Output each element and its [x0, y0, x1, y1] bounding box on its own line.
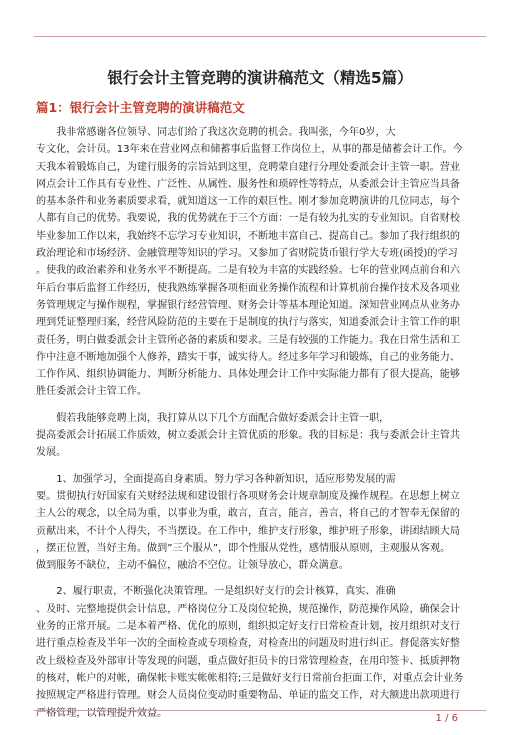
text-line: 。使我的政治素养和业务水平不断提高。二是有较为丰富的实践经验。七年的营业网点前台和六	[36, 265, 460, 277]
text-line: 人都有自己的优势。我要说，我的优势就在于三个方面：一是有较为扎实的专业知识。自省财校	[36, 213, 460, 225]
text-line: 发展。	[36, 447, 67, 459]
text-line: ，摆正位置，当好主角。做到”三个服从”，即个性服从党性，感情服从原则，主观服从客观。	[36, 542, 451, 554]
text-line: 工作作风、组织协调能力、判断分析能力、具体处理会计工作中实际能力都有了很大提高，能够	[36, 369, 460, 381]
text-line: 的核对，帐户的对帐，确保帐卡账实帐帐相符;三是做好支行日常前台拒面工作，对重点会计业务	[36, 672, 464, 684]
text-line: 责任务，明白做委派会计主管所必备的素质和要求。三是有较强的工作能力。我在日常生活和工	[36, 334, 460, 346]
paragraph	[36, 124, 482, 401]
paragraph	[36, 583, 482, 721]
text-line: 年后台事后监督工作经历，使我熟练掌握各项柜面业务操作流程和计算机前台操作技术及各项业	[36, 282, 460, 294]
header-rule	[34, 36, 486, 37]
text-line: 理到凭证整理归案，经营风险防范的主要在于是制度的执行与落实，知道委派会计主管工作的职	[36, 317, 460, 329]
text-line: 主人公的观念，以全局为重，以事业为重，敢言，直言，能言，善言，将自己的才智奉无保留的	[36, 508, 460, 520]
text-line: 网点会计工作具有专业性、广泛性、从属性、服务性和琐碎性等特点，从委派会计主管应当具备	[36, 178, 460, 190]
text-line: 我非常感谢各位领导、同志们给了我这次竞聘的机会。我叫张，今年0岁，大	[56, 127, 396, 138]
paragraph	[36, 471, 482, 575]
paragraph	[36, 410, 482, 462]
text-line: 2、履行职责，不断强化决策管理。一是组织好支行的会计核算，真实、准确	[56, 586, 396, 598]
text-line: 假若我能够竞聘上岗，我打算从以下几个方面配合做好委派会计主管一职，	[56, 412, 390, 424]
text-line: 务管理规定与操作规程，掌握银行经营管理、财务会计等基本理论知道。深知营业网点从业务办	[36, 299, 460, 311]
text-line: 、及时、完整地提供会计信息，严格岗位分工及岗位轮换，规范操作，防范操作风险，确保会计	[36, 603, 460, 615]
text-line: 作中注意不断地加强个人修养，踏实干事，诚实待人。经过多年学习和锻炼，自己的业务能力、	[36, 351, 460, 363]
text-line: 进行重点检查及半年一次的全面检查或专项检查，对检查出的问题及时进行纠正。督促落实好整	[36, 638, 460, 650]
text-line: 业务的正常开展。二是本着严格、优化的原则，组织拟定好支行日常检查计划，按月组织对支行	[36, 621, 460, 633]
text-line: 的基本条件和业务素质要求看，就知道这一工作的艰巨性。刚才参加竞聘演讲的几位同志，每个	[36, 196, 460, 208]
document-title: 银行会计主管竞聘的演讲稿范文（精选5篇）	[107, 69, 413, 87]
text-line: 毕业参加工作以来，我始终不忘学习专业知识，不断地丰富自己、提高自己。参加了我行组织的	[36, 230, 460, 242]
text-line: 严格管理，以管理提升效益。	[36, 707, 168, 719]
footer-rule	[34, 710, 486, 711]
text-line: 按照规定严格进行管理。财会人员岗位变动时重要物品、单证的监交工作，对大额进出款项进行	[36, 690, 460, 702]
text-line: 天我本着锻炼自己，为建行服务的宗旨站到这里，竞聘蒙自建行分理处委派会计主管一职。营业	[36, 161, 460, 173]
text-line: 政治理论和市场经济、金融管理等知识的学习。又参加了省财院货币银行学大专班(函授)的学习	[36, 248, 458, 260]
page-indicator: 1 / 6	[435, 713, 458, 724]
text-line: 要。贯彻执行好国家有关财经法规和建设银行各项财务会计规章制度及操作规程。在思想上树立	[36, 490, 460, 502]
text-line: 贡献出来，不计个人得失，不当摆设。在工作中，维护支行形象，维护班子形象，讲团结顾大局	[36, 525, 460, 537]
text-line: 胜任委派会计主管工作。	[36, 386, 148, 398]
document-body	[36, 124, 482, 731]
text-line: 专文化，会计员。13年来在营业网点和储蓄事后监督工作岗位上，从事的都是储蓄会计工作。今	[36, 144, 463, 156]
text-line: 改上级检查及外部审计等发现的问题，重点做好拒员卡的日常管理检查，在用印签卡、抵质押物	[36, 655, 460, 667]
article-heading: 篇1：银行会计主管竞聘的演讲稿范文	[36, 100, 245, 115]
text-line: 做到服务不缺位，主动不偏位，融洽不空位。让领导放心，群众满意。	[36, 560, 349, 572]
text-line: 1、加强学习，全面提高自身素质。努力学习各种新知识，适应形势发展的需	[56, 473, 396, 485]
text-line: 提高委派会计拓展工作质效，树立委派会计主管优质的形象。我的目标是：我与委派会计主管共	[36, 430, 460, 442]
